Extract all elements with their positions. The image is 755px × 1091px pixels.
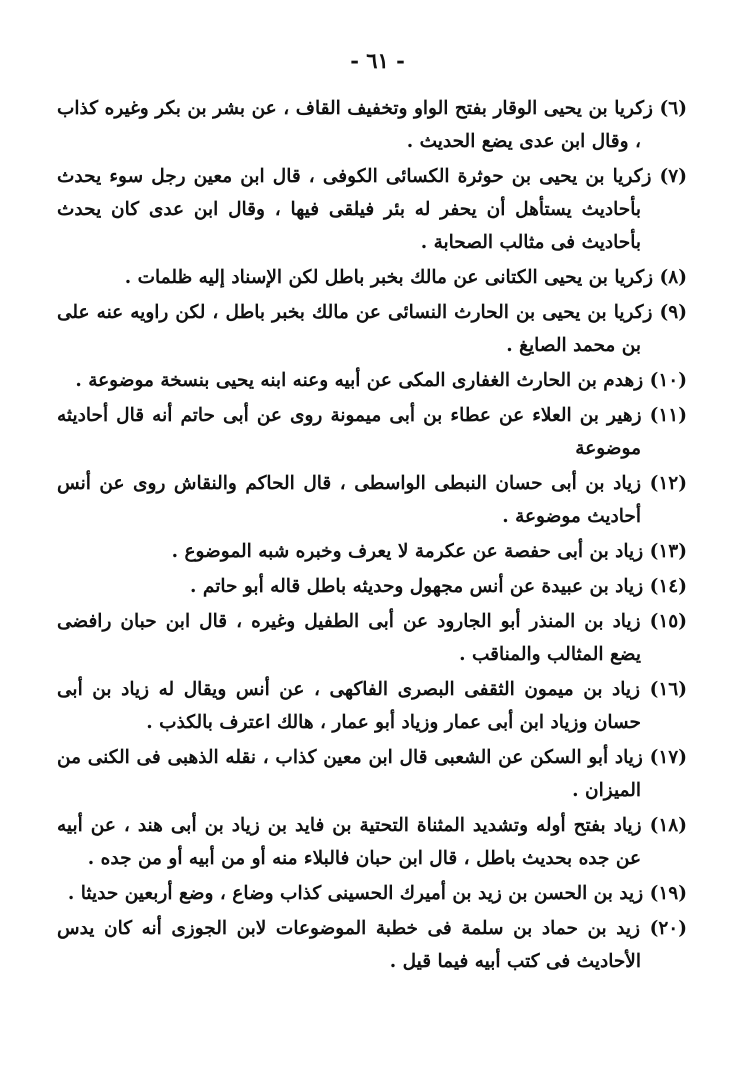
entry-20 xyxy=(57,912,687,978)
entry-9 xyxy=(57,296,687,362)
entry-18 xyxy=(57,809,687,875)
entry-17 xyxy=(57,741,687,807)
entry-text: زيد بن حماد بن سلمة فى خطبة الموضوعات لابن الجوزى أنه كان يدس الأحاديث فى كتب أبيه فيما قيل . xyxy=(57,918,641,972)
entry-text: زياد بن ميمون الثقفى البصرى الفاكهى ، عن أنس ويقال له زياد بن أبى حسان وزياد ابن أبى عمار وزياد أبو عمار ، هالك اعترف بالكذب . xyxy=(57,679,641,733)
entry-number: (٦) xyxy=(659,98,687,119)
entry-text: زكريا بن يحيى الكتانى عن مالك بخبر باطل لكن الإسناد إليه ظلمات . xyxy=(124,267,654,288)
entry-text: زكريا بن يحيى بن الحارث النسائى عن مالك بخبر باطل ، لكن راويه عنه على بن محمد الصايغ . xyxy=(57,302,653,356)
entry-number: (١٦) xyxy=(649,679,687,700)
entry-number: (٨) xyxy=(659,267,687,288)
entry-text: زيد بن الحسن بن زيد بن أميرك الحسينى كذاب وضاع ، وضع أربعين حديثا . xyxy=(67,883,644,904)
entry-number: (٩) xyxy=(659,302,687,323)
entry-10 xyxy=(57,364,687,397)
entry-6 xyxy=(57,92,687,158)
entry-8 xyxy=(57,261,687,294)
entry-text: زياد بن أبى حسان النبطى الواسطى ، قال الحاكم والنقاش روى عن أنس أحاديث موضوعة . xyxy=(57,473,642,527)
entry-text: زياد بن المنذر أبو الجارود عن أبى الطفيل وغيره ، قال ابن حبان رافضى يضع المثالب والمناقب . xyxy=(57,611,641,665)
entry-12 xyxy=(57,467,687,533)
entry-7 xyxy=(57,160,687,259)
entry-number: (١٨) xyxy=(649,815,687,836)
entry-13 xyxy=(57,535,687,568)
entry-text: زياد بن أبى حفصة عن عكرمة لا يعرف وخبره شبه الموضوع . xyxy=(171,541,644,562)
entry-number: (١٥) xyxy=(649,611,687,632)
entry-text: زياد بفتح أوله وتشديد المثناة التحتية بن فايد بن زياد بن أبى هند ، عن أبيه عن جده بحديث باطل ، قال ابن حبان فالبلاء منه أو من أبيه أو من جده . xyxy=(57,815,642,869)
entry-number: (١١) xyxy=(649,405,687,426)
entry-number: (٧) xyxy=(659,166,687,187)
entry-number: (٢٠) xyxy=(649,918,687,939)
entry-16 xyxy=(57,673,687,739)
entry-number: (١٠) xyxy=(649,370,687,391)
entry-14 xyxy=(57,570,687,603)
entry-text: زياد بن عبيدة عن أنس مجهول وحديثه باطل قاله أبو حاتم . xyxy=(190,576,644,597)
page-number: - ٦١ - xyxy=(350,48,405,73)
entry-text: زهدم بن الحارث الغفارى المكى عن أبيه وعنه ابنه يحيى بنسخة موضوعة . xyxy=(75,370,644,391)
entry-number: (١٤) xyxy=(649,576,687,597)
entry-number: (١٧) xyxy=(649,747,687,768)
entry-15 xyxy=(57,605,687,671)
entry-text: زكريا بن يحيى الوقار بفتح الواو وتخفيف القاف ، عن بشر بن بكر وغيره كذاب ، وقال ابن عدى يضع الحديث . xyxy=(57,98,653,152)
entry-19 xyxy=(57,877,687,910)
entry-text: زكريا بن يحيى بن حوثرة الكسائى الكوفى ، قال ابن معين رجل سوء يحدث بأحاديث يستأهل أن يحفر له بئر فيلقى فيها ، وقال ابن عدى كان يحدث بأحاديث فى مثالب الصحابة . xyxy=(57,166,652,253)
entry-number: (١٢) xyxy=(649,473,687,494)
entry-text: زهير بن العلاء عن عطاء بن أبى ميمونة روى عن أبى حاتم أنه قال أحاديثه موضوعة xyxy=(57,405,642,459)
entries-list xyxy=(57,92,687,980)
entry-number: (١٩) xyxy=(649,883,687,904)
entry-text: زياد أبو السكن عن الشعبى قال ابن معين كذاب ، نقله الذهبى فى الكنى من الميزان . xyxy=(57,747,643,801)
entry-number: (١٣) xyxy=(649,541,687,562)
entry-11 xyxy=(57,399,687,465)
